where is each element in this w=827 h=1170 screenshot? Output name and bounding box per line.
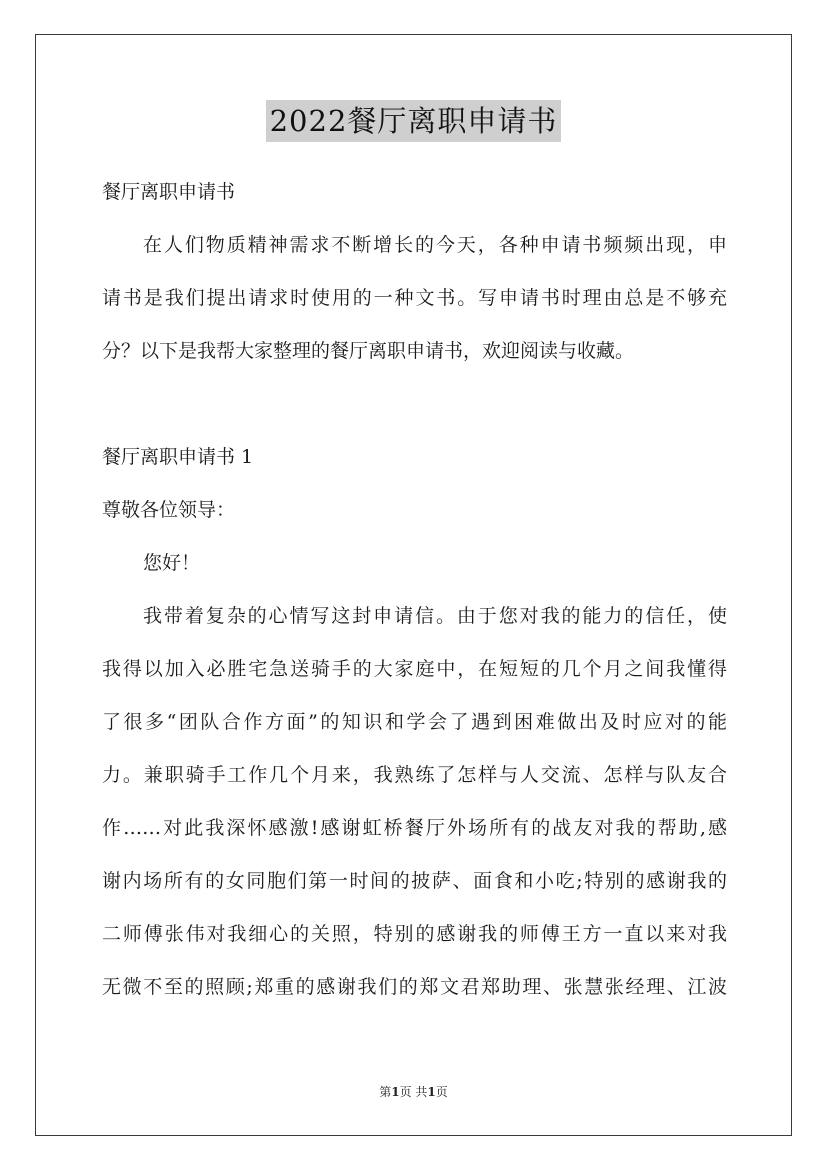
page-total: 1 [427,1085,436,1099]
salutation: 尊敬各位领导： [102,499,236,521]
page-current: 1 [391,1085,400,1099]
intro-line: 请书是我们提出请求时使用的一种文书。写申请书时理由总是不够充 [102,287,727,309]
body-line: 了很多“团队合作方面”的知识和学会了遇到困难做出及时应对的能 [102,711,727,733]
body-line: 作……对此我深怀感激!感谢虹桥餐厅外场所有的战友对我的帮助,感 [102,817,727,839]
page-suffix: 页 [435,1085,448,1099]
page-prefix: 第 [379,1085,392,1099]
page-mid: 页 共 [399,1085,428,1099]
intro-line: 在人们物质精神需求不断增长的今天，各种申请书频频出现，申 [143,234,727,256]
intro-line: 分？以下是我帮大家整理的餐厅离职申请书，欢迎阅读与收藏。 [102,340,635,362]
document-title: 2022餐厅离职申请书 [266,100,562,142]
page-footer [0,1084,827,1100]
section-heading: 餐厅离职申请书 1 [102,446,254,468]
title-container [0,100,827,142]
body-line: 谢内场所有的女同胞们第一时间的披萨、面食和小吃;特别的感谢我的 [102,870,727,892]
body-line: 我带着复杂的心情写这封申请信。由于您对我的能力的信任，使 [143,605,727,627]
document-body [102,166,727,1014]
body-line: 我得以加入必胜宅急送骑手的大家庭中，在短短的几个月之间我懂得 [102,658,727,680]
paragraph-gap [102,378,727,431]
document-subtitle: 餐厅离职申请书 [102,181,236,203]
body-line: 二师傅张伟对我细心的关照，特别的感谢我的师傅王方一直以来对我 [102,923,727,945]
body-line: 力。兼职骑手工作几个月来，我熟练了怎样与人交流、怎样与队友合 [102,764,727,786]
greeting: 您好！ [143,552,201,574]
body-line: 无微不至的照顾;郑重的感谢我们的郑文君郑助理、张慧张经理、江波 [102,976,727,998]
